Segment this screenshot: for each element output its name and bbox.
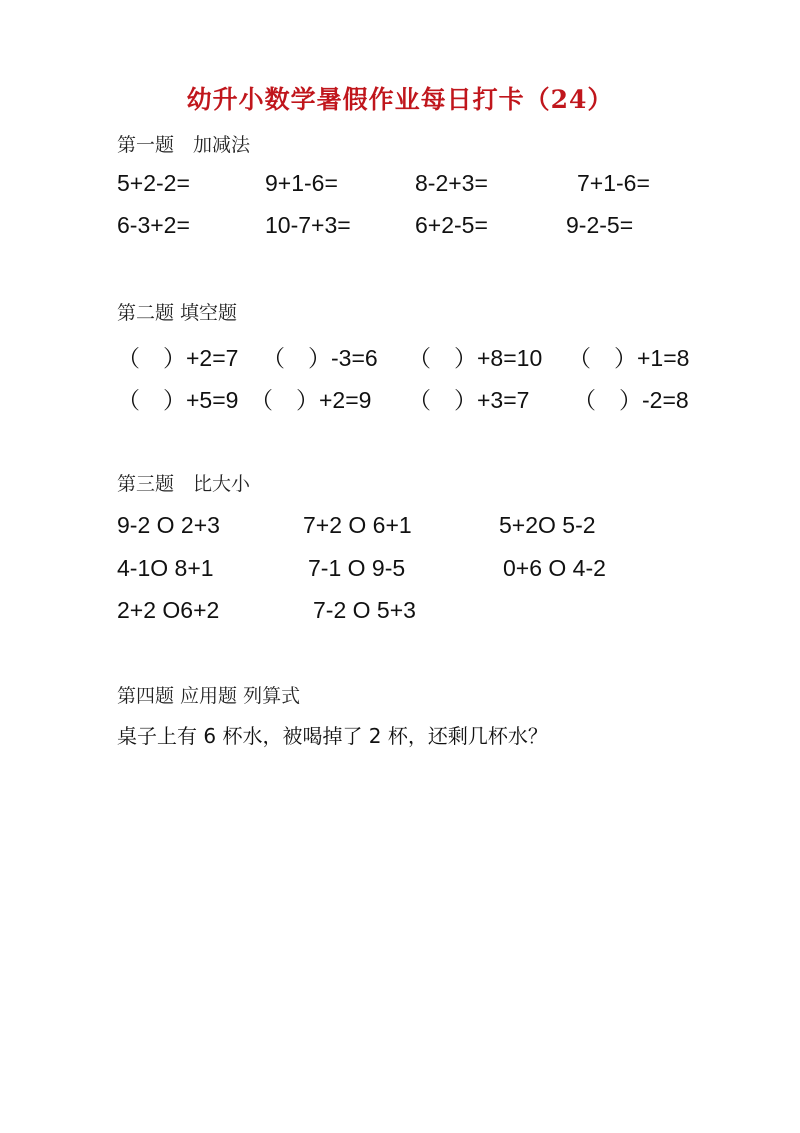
compare-problem: 2+2 O6+2 — [117, 597, 220, 623]
fill-blank-problem: （ ）+8=10 — [408, 345, 543, 371]
fill-blank-problem: （ ）-2=8 — [573, 387, 689, 413]
fill-blank-problem: （ ）+2=7 — [117, 345, 239, 371]
problem: 6+2-5= — [415, 212, 488, 238]
fill-blank-problem: （ ）+2=9 — [250, 387, 372, 413]
compare-problem: 7-1 O 9-5 — [308, 555, 406, 581]
compare-problem: 7+2 O 6+1 — [303, 512, 412, 538]
compare-problem: 0+6 O 4-2 — [503, 555, 606, 581]
fill-blank-problem: （ ）-3=6 — [262, 345, 378, 371]
fill-blank-problem: （ ）+1=8 — [568, 345, 690, 371]
section4-heading: 第四题 应用题 列算式 — [117, 685, 301, 707]
problem: 9-2-5= — [566, 212, 634, 238]
section3-heading: 第三题 比大小 — [117, 473, 251, 495]
fill-blank-problem: （ ）+3=7 — [408, 387, 530, 413]
problem: 8-2+3= — [415, 170, 488, 196]
problem: 10-7+3= — [265, 212, 351, 238]
word-problem-question: 桌子上有 6 杯水，被喝掉了 2 杯，还剩几杯水？ — [117, 724, 548, 748]
problem: 6-3+2= — [117, 212, 190, 238]
compare-problem: 7-2 O 5+3 — [313, 597, 416, 623]
compare-problem: 9-2 O 2+3 — [117, 512, 220, 538]
problem: 7+1-6= — [577, 170, 650, 196]
compare-problem: 4-1O 8+1 — [117, 555, 214, 581]
problem: 5+2-2= — [117, 170, 190, 196]
section2-heading: 第二题 填空题 — [117, 302, 238, 324]
compare-problem: 5+2O 5-2 — [499, 512, 596, 538]
section1-heading: 第一题 加减法 — [117, 134, 251, 156]
fill-blank-problem: （ ）+5=9 — [117, 387, 239, 413]
problem: 9+1-6= — [265, 170, 338, 196]
page-title: 幼升小数学暑假作业每日打卡（24） — [186, 85, 614, 114]
